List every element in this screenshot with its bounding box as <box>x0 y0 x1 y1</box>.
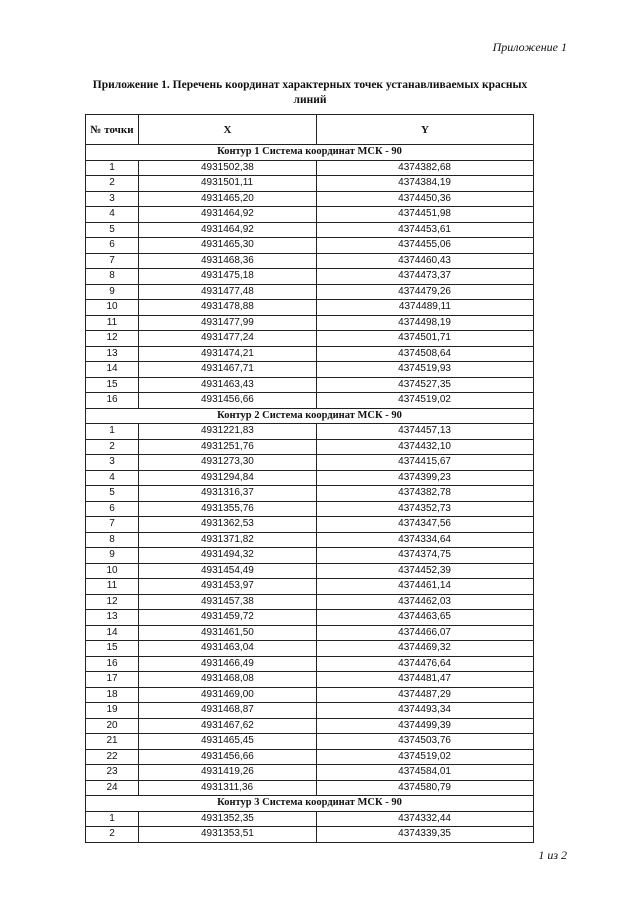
point-number-cell: 8 <box>86 269 139 285</box>
y-coordinate-cell: 4374503,76 <box>317 734 534 750</box>
page-label: Приложение 1 <box>492 40 567 54</box>
y-coordinate-cell: 4374415,67 <box>317 455 534 471</box>
x-coordinate-cell: 4931352,35 <box>139 811 317 827</box>
point-number-cell: 24 <box>86 780 139 796</box>
table-row <box>86 346 534 362</box>
x-coordinate-cell: 4931453,97 <box>139 579 317 595</box>
table-row <box>86 517 534 533</box>
point-number-cell: 15 <box>86 377 139 393</box>
x-coordinate-cell: 4931419,26 <box>139 765 317 781</box>
x-coordinate-cell: 4931362,53 <box>139 517 317 533</box>
x-coordinate-cell: 4931353,51 <box>139 827 317 843</box>
point-number-cell: 16 <box>86 393 139 409</box>
point-number-cell: 3 <box>86 455 139 471</box>
y-coordinate-cell: 4374519,93 <box>317 362 534 378</box>
header-row <box>86 115 534 145</box>
y-coordinate-cell: 4374374,75 <box>317 548 534 564</box>
section-row <box>86 408 534 424</box>
table-body <box>86 145 534 843</box>
x-coordinate-cell: 4931463,43 <box>139 377 317 393</box>
x-coordinate-cell: 4931501,11 <box>139 176 317 192</box>
point-number-cell: 11 <box>86 315 139 331</box>
point-number-cell: 9 <box>86 548 139 564</box>
point-number-cell: 2 <box>86 827 139 843</box>
point-number-cell: 11 <box>86 579 139 595</box>
x-coordinate-cell: 4931468,36 <box>139 253 317 269</box>
point-number-cell: 19 <box>86 703 139 719</box>
table-header <box>86 115 534 145</box>
point-number-cell: 16 <box>86 656 139 672</box>
table-row <box>86 470 534 486</box>
y-coordinate-cell: 4374450,36 <box>317 191 534 207</box>
table-row <box>86 780 534 796</box>
table-row <box>86 315 534 331</box>
y-coordinate-cell: 4374476,64 <box>317 656 534 672</box>
table-row <box>86 284 534 300</box>
point-number-cell: 5 <box>86 222 139 238</box>
point-number-cell: 3 <box>86 191 139 207</box>
table-row <box>86 610 534 626</box>
table-row <box>86 641 534 657</box>
table-row <box>86 377 534 393</box>
section-row <box>86 796 534 812</box>
table-row <box>86 811 534 827</box>
y-coordinate-cell: 4374489,11 <box>317 300 534 316</box>
y-coordinate-cell: 4374462,03 <box>317 594 534 610</box>
y-coordinate-cell: 4374455,06 <box>317 238 534 254</box>
y-coordinate-cell: 4374580,79 <box>317 780 534 796</box>
x-coordinate-cell: 4931454,49 <box>139 563 317 579</box>
y-coordinate-cell: 4374501,71 <box>317 331 534 347</box>
point-number-cell: 10 <box>86 300 139 316</box>
x-coordinate-cell: 4931463,04 <box>139 641 317 657</box>
x-coordinate-cell: 4931494,32 <box>139 548 317 564</box>
x-coordinate-cell: 4931456,66 <box>139 749 317 765</box>
point-number-cell: 2 <box>86 176 139 192</box>
table-row <box>86 625 534 641</box>
section-title: Контур 3 Система координат МСК - 90 <box>86 796 534 812</box>
section-title: Контур 2 Система координат МСК - 90 <box>86 408 534 424</box>
table-row <box>86 501 534 517</box>
table-row <box>86 331 534 347</box>
point-number-cell: 18 <box>86 687 139 703</box>
y-coordinate-cell: 4374584,01 <box>317 765 534 781</box>
table-row <box>86 269 534 285</box>
table-row <box>86 687 534 703</box>
x-coordinate-cell: 4931477,24 <box>139 331 317 347</box>
table-row <box>86 439 534 455</box>
point-number-cell: 21 <box>86 734 139 750</box>
x-coordinate-cell: 4931466,49 <box>139 656 317 672</box>
y-coordinate-cell: 4374461,14 <box>317 579 534 595</box>
y-coordinate-cell: 4374451,98 <box>317 207 534 223</box>
table-row <box>86 160 534 176</box>
point-number-cell: 2 <box>86 439 139 455</box>
x-coordinate-cell: 4931311,36 <box>139 780 317 796</box>
point-number-cell: 4 <box>86 207 139 223</box>
table-row <box>86 749 534 765</box>
table-row <box>86 176 534 192</box>
x-coordinate-cell: 4931461,50 <box>139 625 317 641</box>
column-header-x: X <box>139 115 317 145</box>
table-row <box>86 424 534 440</box>
x-coordinate-cell: 4931502,38 <box>139 160 317 176</box>
table-row <box>86 455 534 471</box>
y-coordinate-cell: 4374334,64 <box>317 532 534 548</box>
point-number-cell: 20 <box>86 718 139 734</box>
y-coordinate-cell: 4374519,02 <box>317 749 534 765</box>
y-coordinate-cell: 4374469,32 <box>317 641 534 657</box>
point-number-cell: 13 <box>86 346 139 362</box>
table-row <box>86 579 534 595</box>
point-number-cell: 22 <box>86 749 139 765</box>
point-number-cell: 14 <box>86 625 139 641</box>
y-coordinate-cell: 4374339,35 <box>317 827 534 843</box>
y-coordinate-cell: 4374382,68 <box>317 160 534 176</box>
x-coordinate-cell: 4931468,08 <box>139 672 317 688</box>
table-row <box>86 207 534 223</box>
point-number-cell: 7 <box>86 517 139 533</box>
section-title: Контур 1 Система координат МСК - 90 <box>86 145 534 161</box>
page-number: 1 из 2 <box>538 848 567 862</box>
point-number-cell: 17 <box>86 672 139 688</box>
x-coordinate-cell: 4931371,82 <box>139 532 317 548</box>
x-coordinate-cell: 4931221,83 <box>139 424 317 440</box>
table-row <box>86 191 534 207</box>
point-number-cell: 14 <box>86 362 139 378</box>
table-row <box>86 656 534 672</box>
point-number-cell: 1 <box>86 811 139 827</box>
table-row <box>86 222 534 238</box>
table-row <box>86 734 534 750</box>
x-coordinate-cell: 4931475,18 <box>139 269 317 285</box>
section-row <box>86 145 534 161</box>
table-row <box>86 827 534 843</box>
y-coordinate-cell: 4374432,10 <box>317 439 534 455</box>
x-coordinate-cell: 4931477,99 <box>139 315 317 331</box>
table-row <box>86 393 534 409</box>
x-coordinate-cell: 4931294,84 <box>139 470 317 486</box>
y-coordinate-cell: 4374519,02 <box>317 393 534 409</box>
point-number-cell: 8 <box>86 532 139 548</box>
y-coordinate-cell: 4374473,37 <box>317 269 534 285</box>
x-coordinate-cell: 4931251,76 <box>139 439 317 455</box>
y-coordinate-cell: 4374332,44 <box>317 811 534 827</box>
y-coordinate-cell: 4374399,23 <box>317 470 534 486</box>
table-row <box>86 253 534 269</box>
table-row <box>86 486 534 502</box>
x-coordinate-cell: 4931474,21 <box>139 346 317 362</box>
y-coordinate-cell: 4374481,47 <box>317 672 534 688</box>
table-row <box>86 548 534 564</box>
point-number-cell: 1 <box>86 424 139 440</box>
x-coordinate-cell: 4931355,76 <box>139 501 317 517</box>
x-coordinate-cell: 4931468,87 <box>139 703 317 719</box>
point-number-cell: 12 <box>86 331 139 347</box>
y-coordinate-cell: 4374347,56 <box>317 517 534 533</box>
coordinates-table <box>85 114 534 843</box>
point-number-cell: 5 <box>86 486 139 502</box>
x-coordinate-cell: 4931467,62 <box>139 718 317 734</box>
x-coordinate-cell: 4931459,72 <box>139 610 317 626</box>
y-coordinate-cell: 4374453,61 <box>317 222 534 238</box>
point-number-cell: 6 <box>86 501 139 517</box>
y-coordinate-cell: 4374479,26 <box>317 284 534 300</box>
point-number-cell: 1 <box>86 160 139 176</box>
table-row <box>86 594 534 610</box>
x-coordinate-cell: 4931464,92 <box>139 207 317 223</box>
table-row <box>86 532 534 548</box>
point-number-cell: 23 <box>86 765 139 781</box>
x-coordinate-cell: 4931457,38 <box>139 594 317 610</box>
x-coordinate-cell: 4931464,92 <box>139 222 317 238</box>
table-row <box>86 362 534 378</box>
y-coordinate-cell: 4374493,34 <box>317 703 534 719</box>
y-coordinate-cell: 4374466,07 <box>317 625 534 641</box>
y-coordinate-cell: 4374384,19 <box>317 176 534 192</box>
table-row <box>86 765 534 781</box>
x-coordinate-cell: 4931467,71 <box>139 362 317 378</box>
x-coordinate-cell: 4931465,20 <box>139 191 317 207</box>
x-coordinate-cell: 4931477,48 <box>139 284 317 300</box>
table-row <box>86 703 534 719</box>
x-coordinate-cell: 4931465,45 <box>139 734 317 750</box>
y-coordinate-cell: 4374487,29 <box>317 687 534 703</box>
point-number-cell: 13 <box>86 610 139 626</box>
y-coordinate-cell: 4374499,39 <box>317 718 534 734</box>
point-number-cell: 9 <box>86 284 139 300</box>
point-number-cell: 10 <box>86 563 139 579</box>
y-coordinate-cell: 4374527,35 <box>317 377 534 393</box>
x-coordinate-cell: 4931478,88 <box>139 300 317 316</box>
column-header-point-number: № точки <box>86 115 139 145</box>
table-row <box>86 238 534 254</box>
x-coordinate-cell: 4931456,66 <box>139 393 317 409</box>
y-coordinate-cell: 4374452,39 <box>317 563 534 579</box>
y-coordinate-cell: 4374460,43 <box>317 253 534 269</box>
point-number-cell: 7 <box>86 253 139 269</box>
point-number-cell: 12 <box>86 594 139 610</box>
y-coordinate-cell: 4374498,19 <box>317 315 534 331</box>
y-coordinate-cell: 4374352,73 <box>317 501 534 517</box>
document-title: Приложение 1. Перечень координат характерных точек устанавливаемых красных линий <box>92 79 528 106</box>
y-coordinate-cell: 4374508,64 <box>317 346 534 362</box>
x-coordinate-cell: 4931465,30 <box>139 238 317 254</box>
x-coordinate-cell: 4931316,37 <box>139 486 317 502</box>
point-number-cell: 15 <box>86 641 139 657</box>
column-header-y: Y <box>317 115 534 145</box>
table-row <box>86 672 534 688</box>
x-coordinate-cell: 4931273,30 <box>139 455 317 471</box>
point-number-cell: 6 <box>86 238 139 254</box>
table-row <box>86 718 534 734</box>
y-coordinate-cell: 4374463,65 <box>317 610 534 626</box>
y-coordinate-cell: 4374457,13 <box>317 424 534 440</box>
x-coordinate-cell: 4931469,00 <box>139 687 317 703</box>
point-number-cell: 4 <box>86 470 139 486</box>
table-row <box>86 300 534 316</box>
y-coordinate-cell: 4374382,78 <box>317 486 534 502</box>
table-row <box>86 563 534 579</box>
